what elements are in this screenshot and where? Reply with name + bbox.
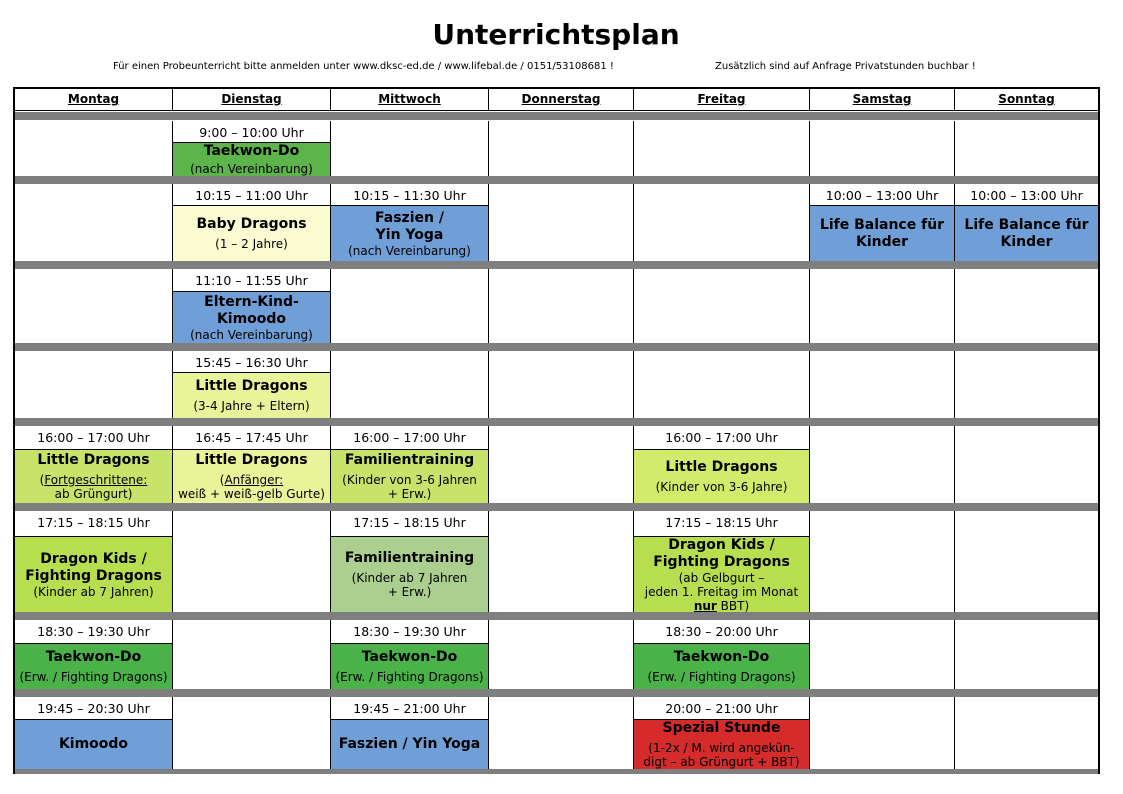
row-separator: [15, 689, 1100, 697]
class-time: 18:30 – 19:30 Uhr: [331, 620, 488, 644]
class-name: Kimoodo: [58, 736, 129, 752]
class-detail: digt – ab Grüngurt + BBT): [643, 755, 800, 769]
class-detail: jeden 1. Freitag im Monat: [644, 584, 799, 599]
class-name: Yin Yoga: [375, 226, 444, 243]
schedule-cell: [634, 269, 810, 343]
class-block: [331, 449, 488, 503]
class-block: [173, 142, 330, 176]
class-name: Little Dragons: [195, 452, 308, 468]
class-block: [634, 643, 809, 689]
detail-emphasis: nur: [693, 598, 717, 612]
class-time: 16:00 – 17:00 Uhr: [634, 426, 809, 450]
schedule-cell: [489, 426, 634, 503]
class-block: [15, 536, 172, 612]
class-detail: weiß + weiß-gelb Gurte): [178, 487, 325, 501]
class-name: Kimoodo: [216, 310, 287, 327]
class-block: [15, 719, 172, 769]
class-time: 19:45 – 20:30 Uhr: [15, 697, 172, 721]
class-block: [173, 205, 330, 261]
class-detail: ab Grüngurt): [54, 487, 133, 501]
class-block: [331, 719, 488, 769]
class-name: Baby Dragons: [196, 216, 307, 232]
class-block: [634, 536, 809, 612]
row-separator: [15, 343, 1100, 351]
class-detail: (Erw. / Fighting Dragons): [647, 670, 796, 684]
class-time: 15:45 – 16:30 Uhr: [173, 351, 330, 375]
class-block: [331, 536, 488, 612]
day-header-montag: Montag: [15, 89, 173, 111]
day-header-mittwoch: Mittwoch: [331, 89, 489, 111]
header-divider: [15, 110, 1100, 111]
schedule-cell: [955, 511, 1100, 612]
schedule-cell: [955, 697, 1100, 769]
page-title: Unterrichtsplan: [432, 18, 680, 51]
schedule-cell: [489, 184, 634, 261]
class-name: Taekwon-Do: [673, 649, 770, 665]
class-name: Taekwon-Do: [361, 649, 458, 665]
class-name: Taekwon-Do: [45, 649, 142, 665]
schedule-cell: [489, 121, 634, 176]
row-separator: [15, 418, 1100, 426]
class-detail: (1 – 2 Jahre): [215, 237, 288, 251]
class-time: 19:45 – 21:00 Uhr: [331, 697, 488, 721]
row-separator: [15, 112, 1100, 120]
schedule-cell: [15, 697, 173, 769]
class-detail: + Erw.): [387, 585, 432, 599]
schedule-cell: [331, 426, 489, 503]
class-block: [634, 719, 809, 769]
class-time: 10:00 – 13:00 Uhr: [955, 184, 1098, 208]
schedule-cell: [634, 697, 810, 769]
class-name: Little Dragons: [37, 452, 150, 468]
schedule-cell: [489, 351, 634, 418]
class-block: [331, 205, 488, 261]
class-time: 16:45 – 17:45 Uhr: [173, 426, 330, 450]
class-name: Dragon Kids /: [668, 536, 775, 553]
class-block: [15, 643, 172, 689]
schedule-cell: [955, 184, 1100, 261]
schedule-cell: [489, 511, 634, 612]
class-name: Taekwon-Do: [203, 143, 300, 159]
class-detail: [40, 473, 148, 487]
class-name: Spezial Stunde: [662, 720, 781, 736]
class-time: 18:30 – 20:00 Uhr: [634, 620, 809, 644]
schedule-cell: [331, 620, 489, 689]
schedule-cell: [331, 269, 489, 343]
day-header-samstag: Samstag: [810, 89, 955, 111]
class-time: 16:00 – 17:00 Uhr: [15, 426, 172, 450]
schedule-cell: [634, 511, 810, 612]
schedule-cell: [634, 184, 810, 261]
row-separator: [15, 503, 1100, 511]
schedule-table: [13, 87, 1100, 774]
class-name: Familientraining: [344, 550, 475, 566]
class-detail: + Erw.): [387, 487, 432, 501]
schedule-cell: [955, 269, 1100, 343]
schedule-cell: [15, 121, 173, 176]
row-separator: [15, 612, 1100, 620]
class-detail: (Kinder von 3-6 Jahre): [655, 480, 788, 494]
row-separator: [15, 261, 1100, 269]
class-name: Faszien /: [375, 209, 444, 226]
class-time: 11:10 – 11:55 Uhr: [173, 269, 330, 293]
class-block: [15, 449, 172, 503]
class-name: Fighting Dragons: [25, 567, 162, 584]
class-detail: [694, 599, 749, 613]
class-time: 9:00 – 10:00 Uhr: [173, 121, 330, 145]
day-header-sonntag: Sonntag: [955, 89, 1100, 111]
schedule-cell: [634, 351, 810, 418]
class-detail: (nach Vereinbarung): [190, 327, 313, 342]
schedule-cell: [810, 697, 955, 769]
class-name: Kinder: [855, 233, 909, 250]
class-name: Life Balance für: [819, 216, 945, 233]
schedule-cell: [489, 269, 634, 343]
schedule-cell: [15, 511, 173, 612]
schedule-cell: [173, 620, 331, 689]
day-header-donnerstag: Donnerstag: [489, 89, 634, 111]
schedule-cell: [15, 269, 173, 343]
schedule-cell: [955, 351, 1100, 418]
schedule-cell: [173, 697, 331, 769]
schedule-cell: [955, 426, 1100, 503]
class-block: [331, 643, 488, 689]
row-separator: [15, 769, 1100, 774]
class-name: Familientraining: [344, 452, 475, 468]
class-time: 17:15 – 18:15 Uhr: [634, 511, 809, 535]
class-block: [173, 291, 330, 343]
schedule-cell: [331, 351, 489, 418]
class-time: 10:15 – 11:30 Uhr: [331, 184, 488, 208]
row-separator: [15, 176, 1100, 184]
class-detail: (nach Vereinbarung): [190, 162, 313, 176]
schedule-cell: [634, 620, 810, 689]
class-detail: [220, 473, 283, 487]
detail-prefix: (: [219, 473, 225, 487]
subtitle-private-lessons: Zusätzlich sind auf Anfrage Privatstunden buchbar !: [715, 61, 976, 72]
class-name: Life Balance für: [964, 216, 1089, 233]
class-time: 10:15 – 11:00 Uhr: [173, 184, 330, 208]
schedule-cell: [489, 697, 634, 769]
class-name: Fighting Dragons: [653, 553, 790, 570]
day-header-freitag: Freitag: [634, 89, 810, 111]
class-block: [173, 449, 330, 503]
table-right-border: [1098, 89, 1100, 774]
class-block: [634, 449, 809, 503]
schedule-cell: [810, 269, 955, 343]
schedule-cell: [810, 426, 955, 503]
class-name: Little Dragons: [665, 459, 778, 475]
class-detail: (1-2x / M. wird angekün-: [648, 741, 795, 755]
detail-suffix: BBT): [716, 598, 750, 612]
class-time: 20:00 – 21:00 Uhr: [634, 697, 809, 721]
class-name: Little Dragons: [195, 378, 308, 394]
schedule-cell: [955, 121, 1100, 176]
schedule-cell: [810, 184, 955, 261]
class-block: [173, 372, 330, 418]
schedule-cell: [173, 269, 331, 343]
schedule-cell: [15, 184, 173, 261]
detail-underlined: Fortgeschrittene:: [44, 473, 148, 487]
schedule-cell: [15, 351, 173, 418]
class-block: [955, 205, 1098, 261]
schedule-cell: [810, 121, 955, 176]
schedule-cell: [15, 620, 173, 689]
schedule-cell: [955, 620, 1100, 689]
class-time: 18:30 – 19:30 Uhr: [15, 620, 172, 644]
class-time: 10:00 – 13:00 Uhr: [810, 184, 954, 208]
schedule-cell: [810, 351, 955, 418]
class-time: 17:15 – 18:15 Uhr: [331, 511, 488, 535]
schedule-cell: [810, 620, 955, 689]
class-time: 17:15 – 18:15 Uhr: [15, 511, 172, 535]
class-detail: (Kinder von 3-6 Jahren: [342, 473, 477, 487]
class-block: [810, 205, 954, 261]
schedule-cell: [331, 511, 489, 612]
day-header-dienstag: Dienstag: [173, 89, 331, 111]
schedule-cell: [173, 426, 331, 503]
schedule-cell: [634, 426, 810, 503]
class-detail: (ab Gelbgurt –: [678, 570, 765, 585]
schedule-cell: [331, 697, 489, 769]
class-name: Dragon Kids /: [40, 550, 147, 567]
schedule-cell: [331, 184, 489, 261]
schedule-cell: [173, 351, 331, 418]
class-name: Eltern-Kind-: [204, 293, 299, 310]
class-detail: (Kinder ab 7 Jahren: [351, 571, 468, 585]
class-detail: (Erw. / Fighting Dragons): [335, 670, 484, 684]
class-detail: (Kinder ab 7 Jahren): [33, 584, 154, 599]
class-time: 16:00 – 17:00 Uhr: [331, 426, 488, 450]
schedule-cell: [173, 511, 331, 612]
schedule-cell: [489, 620, 634, 689]
class-detail: (3-4 Jahre + Eltern): [193, 399, 310, 413]
class-detail: (nach Vereinbarung): [348, 243, 471, 258]
schedule-cell: [15, 426, 173, 503]
class-name: Kinder: [1000, 233, 1053, 250]
subtitle-contact: Für einen Probeunterricht bitte anmelden unter www.dksc-ed.de / www.lifebal.de / 0151/53108681 !: [113, 61, 614, 72]
schedule-cell: [634, 121, 810, 176]
schedule-cell: [173, 184, 331, 261]
schedule-cell: [173, 121, 331, 176]
schedule-cell: [331, 121, 489, 176]
detail-prefix: (: [39, 473, 45, 487]
class-detail: (Erw. / Fighting Dragons): [19, 670, 168, 684]
detail-underlined: Anfänger:: [224, 473, 284, 487]
class-name: Faszien / Yin Yoga: [338, 736, 481, 752]
schedule-cell: [810, 511, 955, 612]
